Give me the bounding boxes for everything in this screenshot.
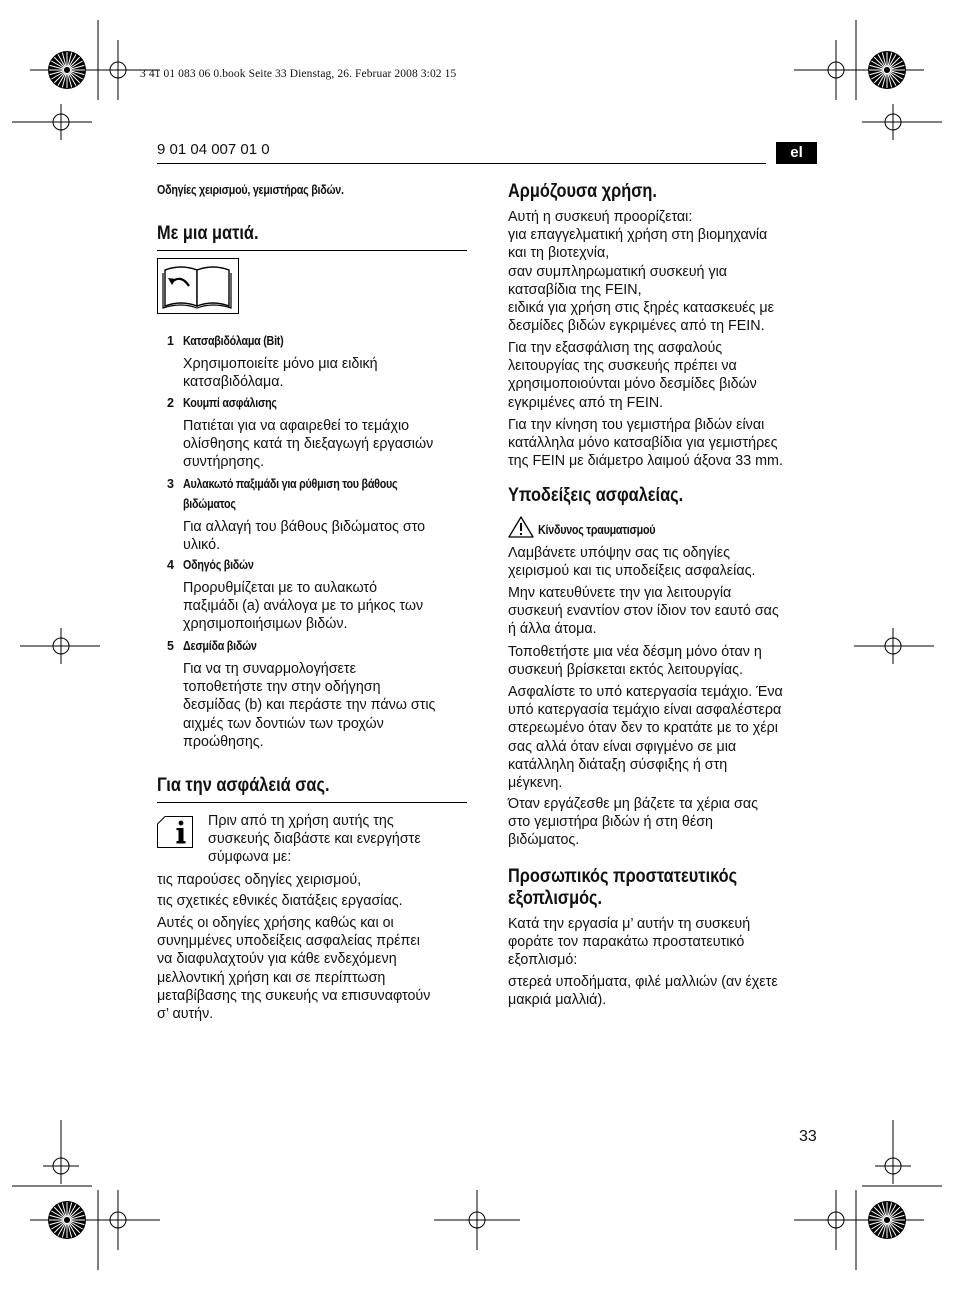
item-number: 4 [167, 558, 174, 572]
text-line: παξιμάδι (a) ανάλογα με το μήκος των [183, 598, 424, 615]
paragraph [508, 339, 828, 412]
text-line: εξοπλισμό: [508, 952, 578, 969]
item-number: 2 [167, 396, 174, 410]
text-line: κατάλληλα μόνο κατσαβίδια για γεμιστήρες [508, 435, 778, 452]
text-line: Προρυθμίζεται με το αυλακωτό [183, 580, 378, 596]
item-number: 1 [167, 334, 174, 348]
section-rule [157, 802, 467, 803]
text-line: ειδικά για χρήση στις ξηρές κατασκευές με [508, 300, 774, 317]
text-line: ή άλλα άτομα. [508, 621, 597, 638]
info-note [208, 812, 478, 867]
section-title-safety-hints: Υποδείξεις ασφαλείας. [508, 485, 684, 506]
page-number: 33 [799, 1128, 817, 1145]
paragraph [157, 914, 477, 1023]
paragraph [508, 208, 828, 335]
text-line: αιχμές των δοντιών των τροχών [183, 715, 384, 732]
paragraph [508, 544, 828, 580]
text-line: Για την εξασφάλιση της ασφαλούς [508, 340, 723, 356]
text-line: Για την κίνηση του γεμιστήρα βιδών είναι [508, 417, 765, 433]
text-line: χρησιμοποιούνται μόνο δεσμίδες βιδών [508, 376, 757, 393]
text-line: στερεά υποδήματα, φιλέ μαλλιών (αν έχετε [508, 974, 778, 990]
text-line: Αυτή η συσκευή προορίζεται: [508, 209, 693, 225]
text-line: σ’ αυτήν. [157, 1006, 214, 1023]
text-line: Τοποθετήστε μια νέα δέσμη μόνο όταν η [508, 644, 762, 660]
text-line: Μην κατευθύνετε την για λειτουργία [508, 585, 732, 601]
paragraph [508, 643, 828, 679]
text-line: στο γεμιστήρα βιδών ή στη θέση [508, 814, 713, 831]
text-line: μακριά μαλλιά). [508, 992, 607, 1009]
info-line: Πριν από τη χρήση αυτής της [208, 813, 394, 829]
item-title: Αυλακωτό παξιμάδι για ρύθμιση του βάθους [183, 477, 398, 491]
item-title: Δεσμίδα βιδών [183, 639, 257, 653]
text-line: Χρησιμοποιείτε μόνο μια ειδική [183, 356, 378, 372]
text-line: συσκευή εναντίον στον ίδιον τον εαυτό σας [508, 603, 779, 620]
book-info: 3 41 01 083 06 0.book Seite 33 Dienstag, 26. Februar 2008 3:02 15 [140, 68, 457, 80]
text-line: υλικό. [183, 537, 221, 554]
paragraph [508, 795, 828, 850]
section-title-glance: Με μια ματιά. [157, 223, 259, 244]
text-line: υπό κατεργασία τεμάχιο είναι ασφαλέστερα [508, 702, 782, 719]
title-line: Προσωπικός προστατευτικός [508, 866, 738, 887]
text-line: μελλοντική χρήση και σε περίπτωση [157, 969, 386, 986]
text-line: ολίσθησης κατά τη διεξαγωγή εργασιών [183, 436, 434, 453]
paragraph [508, 915, 828, 970]
paragraph [508, 416, 828, 471]
open-book-icon [157, 258, 239, 314]
header-rule [157, 163, 766, 164]
text-line: κατσαβιδόλαμα. [183, 374, 284, 391]
doc-number: 9 01 04 007 01 0 [157, 141, 270, 158]
item-description [183, 518, 473, 554]
item-title: Οδηγός βιδών [183, 558, 254, 572]
text-line: στερεωμένο όταν δεν το κρατάτε με το χέρι [508, 720, 778, 737]
text-line: συνημμένες υποδείξεις ασφαλείας πρέπει [157, 933, 420, 950]
text-line: για επαγγελματική χρήση στη βιομηχανία [508, 227, 768, 244]
text-line: Αυτές οι οδηγίες χρήσης καθώς και οι [157, 915, 394, 931]
text-line: Κατά την εργασία μ’ αυτήν τη συσκευή [508, 916, 751, 932]
item-description [183, 660, 473, 751]
text-line: φοράτε τον παρακάτω προστατευτικό [508, 934, 745, 951]
text-line: σαν συμπληρωματική συσκευή για [508, 263, 728, 280]
info-icon [157, 816, 193, 848]
text-line: κατάλληλη διάταξη σύσφιξης ή στη [508, 756, 728, 773]
text-line: σας αλλά όταν είναι σφιγμένο σε μια [508, 738, 737, 755]
text-line: εγκριμένες από τη FEIN. [508, 394, 664, 411]
section-rule [157, 250, 467, 251]
paragraph: τις παρούσες οδηγίες χειρισμού, [157, 872, 362, 888]
text-line: μεταβίβασης της συκευής να επισυναφτούν [157, 987, 431, 1004]
info-line: συσκευής διαβάστε και ενεργήστε [208, 831, 421, 848]
item-description [183, 579, 473, 634]
paragraph [508, 683, 828, 792]
text-line: Για να τη συναρμολογήσετε [183, 661, 356, 677]
paragraph [508, 973, 828, 1009]
document-subtitle: Οδηγίες χειρισμού, γεμιστήρας βιδών. [157, 183, 344, 197]
item-description [183, 417, 473, 472]
text-line: Για αλλαγή του βάθους βιδώματος στο [183, 519, 426, 535]
language-badge: el [776, 142, 817, 164]
title-line: εξοπλισμός. [508, 888, 603, 909]
section-title-safety: Για την ασφάλειά σας. [157, 775, 330, 796]
item-title: Κουμπί ασφάλισης [183, 396, 277, 410]
item-title: βιδώματος [183, 497, 236, 511]
text-line: τοποθετήστε την στην οδήγηση [183, 679, 381, 696]
text-line: βιδώματος. [508, 832, 580, 849]
paragraph: τις σχετικές εθνικές διατάξεις εργασίας. [157, 893, 403, 909]
text-line: μέγκενη. [508, 775, 563, 792]
text-line: Λαμβάνετε υπόψην σας τις οδηγίες [508, 545, 731, 561]
text-line: και τη βιοτεχνία, [508, 245, 610, 262]
text-line: προώθησης. [183, 733, 264, 750]
item-number: 5 [167, 639, 174, 653]
text-line: Όταν εργάζεσθε μη βάζετε τα χέρια σας [508, 796, 759, 812]
text-line: Ασφαλίστε το υπό κατεργασία τεμάχιο. Ένα [508, 684, 783, 700]
text-line: της FEIN με διάμετρο λαιμού άξονα 33 mm. [508, 453, 783, 470]
text-line: δεσμίδες βιδών εγκριμένες από τη FEIN. [508, 318, 765, 335]
text-line: δεσμίδας (b) και περάστε την πάνω στις [183, 697, 436, 714]
item-description [183, 355, 473, 391]
text-line: κατσαβίδια της FEIN, [508, 281, 642, 298]
text-line: να διαφυλαχτούν για κάθε ενδεχόμενη [157, 951, 397, 968]
item-title: Κατσαβιδόλαμα (Bit) [183, 334, 284, 348]
text-line: Πατιέται για να αφαιρεθεί το τεμάχιο [183, 418, 410, 434]
text-line: συσκευή βρίσκεται εκτός λειτουργίας. [508, 662, 743, 679]
text-line: χειρισμού και τις υποδείξεις ασφαλείας. [508, 563, 756, 580]
text-line: συντήρησης. [183, 454, 265, 471]
danger-label: Κίνδυνος τραυματισμού [538, 523, 656, 537]
item-number: 3 [167, 477, 174, 491]
section-title-ppe [508, 866, 737, 910]
paragraph [508, 584, 828, 639]
info-line: σύμφωνα με: [208, 849, 292, 866]
warning-triangle-icon [508, 516, 534, 538]
text-line: λειτουργίας της συσκευής πρέπει να [508, 358, 737, 375]
section-title-use: Αρμόζουσα χρήση. [508, 181, 657, 202]
text-line: χρησιμοποιήσιμων βιδών. [183, 616, 348, 633]
